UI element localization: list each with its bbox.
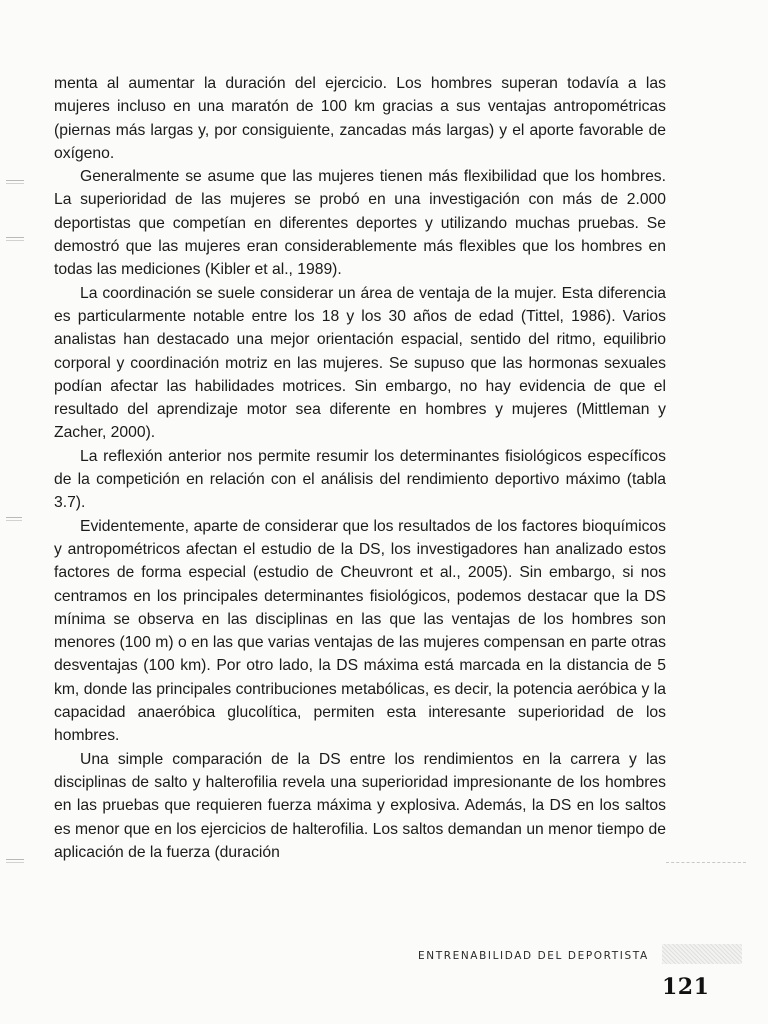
paragraph: menta al aumentar la duración del ejercicio. Los hombres superan todavía a las mujeres incluso en una maratón de 100 km gracias a sus ventajas antropométricas (piernas más largas y, por consiguiente, zancadas más largas) y el aporte favorable de oxígeno. [54,75,666,162]
page-number: 121 [662,974,710,1000]
paragraph: Generalmente se asume que las mujeres tienen más flexibilidad que los hombres. La superioridad de las mujeres se probó en una investigación con más de 2.000 deportistas que competían en diferentes deportes y utilizando muchas pruebas. Se demostró que las mujeres eran considerablemente más flexibles que los hombres en todas las mediciones (Kibler et al., 1989). [54,168,666,279]
paragraph: La coordinación se suele considerar un área de ventaja de la mujer. Esta diferencia es particularmente notable entre los 18 y los 30 años de edad (Tittel, 1986). Varios analistas han destacado una mejor orientación espacial, sentido del ritmo, equilibrio corporal y coordinación motriz en las mujeres. Se supuso que las hormonas sexuales podían afectar las habilidades motrices. Sin embargo, no hay evidencia de que el resultado del aprendizaje motor sea diferente en hombres y mujeres (Mittleman y Zacher, 2000). [54,284,666,442]
paragraph: La reflexión anterior nos permite resumir los determinantes fisiológicos específicos de la competición en relación con el análisis del rendimiento deportivo máximo (tabla 3.7). [54,447,666,512]
paragraph: Una simple comparación de la DS entre los rendimientos en la carrera y las disciplinas de salto y halterofilia revela una superioridad impresionante de los hombres en las pruebas que requieren fuerza máxima y explosiva. Además, la DS en los saltos es menor que en los ejercicios de halterofilia. Los saltos demandan un menor tiempo de aplicación de la fuerza (duración [54,750,666,861]
footer-decoration [662,944,742,964]
scan-margin-mark [6,237,24,241]
scan-margin-mark [6,180,24,184]
running-footer-title: ENTRENABILIDAD DEL DEPORTISTA [418,950,649,962]
scan-edge-line [666,862,746,863]
paragraph: Evidentemente, aparte de considerar que los resultados de los factores bioquímicos y antropométricos afectan el estudio de la DS, los investigadores han analizado estos factores de forma especial (estudio de Cheuvront et al., 2005). Sin embargo, si nos centramos en los principales determinantes fisiológicos, podemos destacar que la DS mínima se observa en las disciplinas en las que las ventajas de los hombres son menores (100 m) o en las que varias ventajas de las mujeres compensan en parte otras desventajas (100 km). Por otro lado, la DS máxima está marcada en la distancia de 5 km, donde las principales contribuciones metabólicas, es decir, la potencia aeróbica y la capacidad anaeróbica glucolítica, permiten esta interesante superioridad de los hombres. [54,517,666,745]
scan-margin-mark [6,517,22,521]
body-text [54,72,666,864]
scan-margin-mark [6,859,24,863]
